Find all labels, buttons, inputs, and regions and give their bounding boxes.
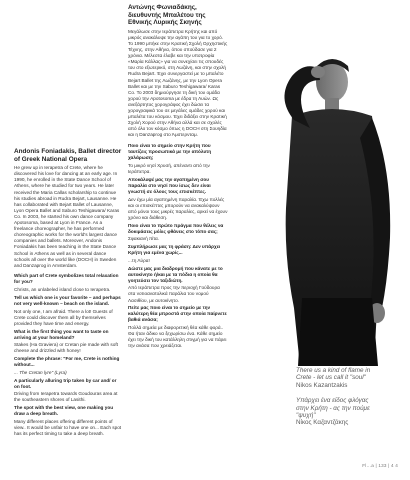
greek-answer: Σφακιανή πίτα.	[128, 236, 160, 242]
english-answer: Stakes (Ha Graviera) or Cretan pie made with soft cheese and drizzled with honey!	[14, 342, 118, 354]
english-interview-column	[14, 148, 122, 439]
portrait-illustration	[232, 58, 410, 366]
english-bio: He grew up in Ierapetra of Crete, where he discovered his love for dancing at an early age. In 1990, he enrolled in the State Dance School of Athens, where he studied for two years. He later received the Maria Callas scholarship to continue his studies abroad in Rudra Bejart, Lausanne. He has collaborated with Bejart Ballet of Lausanne, Lyon Opera Ballet and Saburo Teshigawara/ Karas Co. In 2003, he started his own dance company Apotosoma, based at Lyon in France. As a freelance choreographer, he has performed choreographic works for the world's largest dance companies and ballets. Moreover, Andonis Foniadakis has been teaching in the State Dance School in Athens as well as in several dance schools all over the world like (DOCH) in Sweden and Danzaprog in Amsterdam.	[14, 165, 120, 268]
english-question: Which part of Crete symbolizes total relaxation for you?	[14, 273, 119, 285]
quote-greek-line: Υπάρχει ένα είδος φλόγας	[296, 397, 369, 405]
greek-question: Πείτε μας ποιο είναι το σημείο με την καλύτερη θέα μπροστά στην οποία παίρνετε βαθιά ανάσα;	[128, 305, 227, 323]
english-title: Andonis Foniadakis, Ballet director of Greek National Opera	[14, 148, 122, 163]
greek-answer: Το μικρό νησί Χρυσή, απέναντι από την Ιεράπετρα.	[128, 162, 210, 175]
quote-greek-author: Νίκος Καζαντζάκης	[296, 419, 349, 427]
greek-question: Δώστε μας μια διαδρομή που κάνατε με το αυτοκίνητο ή/και με τα πόδια η οποία θα γοητεύσει τον ταξιδιώτη.	[128, 265, 223, 283]
greek-answer: Πολλά σημεία με διαφορετική θέα κάθε φορά.. Θα ήταν άδικο να ξεχωρίσω ένα. Κάθε σημείο έχει την δική του κατάλληλη στιγμή για να πάρει την ανάσα που χρειάζεται.	[128, 325, 227, 349]
greek-answer: ...τη Λύρα!	[128, 257, 150, 263]
english-question: Complete the phrase: "For me, Crete is nothing without...	[14, 356, 120, 368]
greek-question: Ποιο είναι το σημείο στην Κρήτη που ταυτίζεις προσωπικά με την απόλυτη χαλάρωση;	[128, 143, 212, 161]
greek-question: Συμπλήρωσε μας τη φράση: Δεν υπάρχει Κρήτη για εμένα χωρίς...	[128, 244, 221, 256]
greek-answer: Δεν έχω μία αγαπημένη παραλία. Έχω πολλές και οι επισκέπτες μπορούν να ανακαλύψουν από μόνοι τους μικρές παραλίες, αρκεί να έχουν χρόνο και διάθεση.	[128, 196, 228, 220]
english-question: What is the first thing you want to taste on arriving at your homeland?	[14, 328, 109, 340]
english-answer: Christs, an unlabeled island close to Ierapetra.	[14, 287, 111, 293]
quote-greek-line: "ψυχή"	[296, 412, 316, 420]
english-question: The spot with the best view, one making you draw a deep breath.	[14, 405, 114, 417]
quote-english-author: Nikos Kazantzakis	[296, 381, 348, 389]
greek-answer: Από Ιεράπετρα προς την περιοχή Γούδουρα στα νοτιοανατολικά παράλια του νομού Λασιθίου, με αυτοκίνητο.	[128, 285, 220, 303]
greek-interview-column	[128, 4, 228, 351]
quote-greek-line: στην Κρήτη - ας την πούμε	[296, 404, 370, 412]
page-footer: Fl…a | 133 | 4 4	[362, 463, 398, 468]
greek-title: Αντώνης Φωνιαδάκης, διευθυντής Μπαλέτου της Εθνικής Λυρικής Σκηνής	[128, 4, 206, 27]
english-answer: ... The Cretan lyre" (Lyra)	[14, 369, 67, 375]
greek-question: Αποκάλυψέ μας την αγαπημένη σου παραλία στο νησί που ίσως δεν είναι γνωστή σε όλους τους επισκέπτες.	[128, 176, 211, 194]
quote-english-line: There us a kind of flame in	[296, 367, 371, 374]
english-answer: Not only one, I am afraid. There a lot! Guests of Crete could discover them all by themselves provided they have time and energy.	[14, 308, 113, 326]
english-question: A particularly alluring trip taken by car and/ or on foot.	[14, 377, 117, 389]
pull-quote	[296, 367, 408, 427]
greek-bio: Μεγάλωσε στην Ιεράπετρα Κρήτης και από μικρός ανακάλυψε την αγάπη του για το χορό. Το 1990 μπήκε στην Κρατική Σχολή Ορχηστικής Τέχνης, στην Αθήνα, όπου σπούδασε για 2 χρόνια. Μέλεστα έλαβε και την υποτροφία «Μαρία Κάλλας» για να συνεχίσει τις σπουδές του στο εξωτερικό, στη Λωζάνη, και στην σχολή Rudra Bejart. Έχει συνεργαστεί με το μπαλέτο Bejart Ballet της Λωζάνης, με την Lyon Opera Ballet και με την Saburo Teshigawara/ Karas Co. Το 2003 δημιούργησε τη δική του ομάδα χορού την Apotosoma με έδρα τη Λυών. Ως ανεξάρτητος χορογράφος έχει δώσει τα χορογραφικά του σε μεγάλες ομάδες χορού και μπαλέτα του κόσμου. Έχει διδάξει στην Κρατική Σχολή Χορού στην Αθήνα αλλά και σε σχολές από όλο τον κόσμο όπως η DOCH στη Σουηδία και η Danzaprog στο Άμστερνταμ.	[128, 28, 228, 138]
portrait-photo	[232, 58, 410, 366]
english-answer: Driving from Ierapetra towards Goudouras area at the southeastern shores of Lasithi.	[14, 391, 118, 403]
english-question: Tell us which one is your favorite – and perhaps not very well-known – beach on the island.	[14, 294, 121, 306]
english-answer: Many different places offering different points of view.. It would be unfair to have one on... Each spot has its perfect timing to take a deep breath.	[14, 418, 122, 437]
greek-question: Ποιο είναι το πρώτο πράγμα που θέλεις να δοκιμάσεις μόλις φθάνεις στο τόπο σας;	[128, 222, 224, 234]
quote-english-line: Crete - let us call it "soul"	[296, 374, 366, 382]
